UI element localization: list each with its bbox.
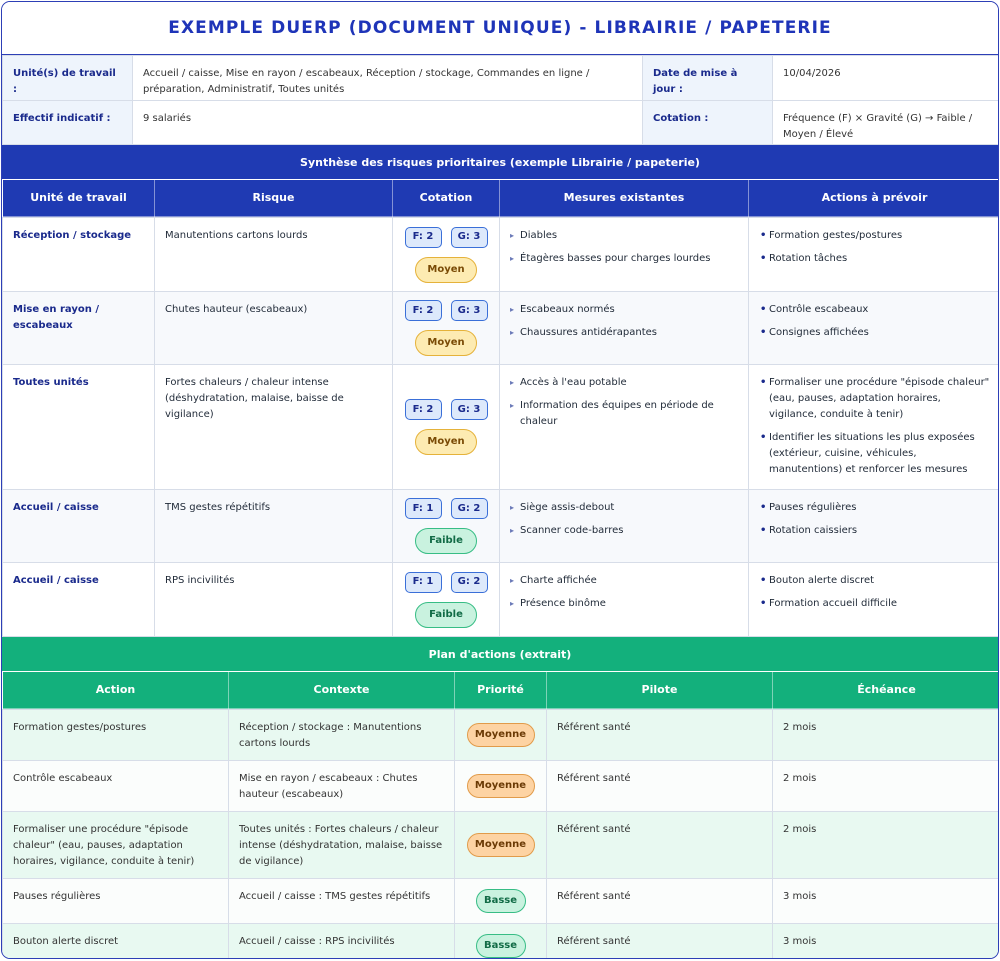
plan-priorite: [455, 761, 547, 812]
frequency-chip: F: 2: [405, 300, 442, 321]
cotation-chips: [393, 498, 499, 519]
date-value: 10/04/2026: [773, 56, 1000, 101]
plan-contexte: Accueil / caisse : TMS gestes répétitifs: [229, 879, 455, 924]
risk-name: Fortes chaleurs / chaleur intense (déshydratation, malaise, baisse de vigilance): [155, 365, 393, 490]
mesure-item: ▸ Charte affichée: [510, 573, 738, 589]
document-title: EXEMPLE DUERP (DOCUMENT UNIQUE) - LIBRAIRIE / PAPETERIE: [2, 2, 998, 55]
action-item: • Formation accueil difficile: [759, 596, 990, 612]
plan-contexte: Accueil / caisse : RPS incivilités: [229, 924, 455, 960]
mesures-existantes: [500, 292, 749, 365]
mesure-item: ▸ Chaussures antidérapantes: [510, 325, 738, 341]
action-item: • Consignes affichées: [759, 325, 990, 341]
action-item: • Pauses régulières: [759, 500, 990, 516]
priority-badge: Moyenne: [467, 774, 535, 798]
unites-value: Accueil / caisse, Mise en rayon / escabeaux, Réception / stockage, Commandes en ligne / préparation, Administratif, Toutes unités: [133, 56, 643, 101]
mesures-existantes: [500, 218, 749, 292]
synthese-header: [2, 179, 999, 217]
effectif-label: Effectif indicatif :: [3, 101, 133, 145]
frequency-chip: F: 1: [405, 572, 442, 593]
cotation-label: Cotation :: [643, 101, 773, 145]
actions-a-prevoir: [749, 563, 1000, 637]
plan-pilote: Référent santé: [547, 812, 773, 879]
actions-a-prevoir: [749, 218, 1000, 292]
action-item: • Bouton alerte discret: [759, 573, 990, 589]
risk-cotation: [393, 365, 500, 490]
risk-level-badge: Moyen: [415, 429, 477, 455]
plan-action: Formation gestes/postures: [3, 710, 229, 761]
cotation-chips: [393, 572, 499, 593]
risk-unit: Réception / stockage: [3, 218, 155, 292]
plan-action: Contrôle escabeaux: [3, 761, 229, 812]
gravity-chip: G: 2: [451, 572, 488, 593]
mesure-item: ▸ Étagères basses pour charges lourdes: [510, 251, 738, 267]
action-item: • Contrôle escabeaux: [759, 302, 990, 318]
frequency-chip: F: 2: [405, 227, 442, 248]
plan-echeance: 3 mois: [773, 879, 1000, 924]
actions-list: [759, 228, 990, 267]
synthese-title: Synthèse des risques prioritaires (exemple Librairie / papeterie): [2, 145, 998, 179]
duerp-document: [1, 1, 999, 959]
risk-level-badge: Moyen: [415, 330, 477, 356]
synthese-header-risk: Risque: [155, 180, 393, 217]
mesure-item: ▸ Présence binôme: [510, 596, 738, 612]
risk-name: TMS gestes répétitifs: [155, 490, 393, 563]
synthese-header-actions: Actions à prévoir: [749, 180, 1000, 217]
mesures-list: [510, 302, 738, 341]
risk-cotation: [393, 563, 500, 637]
risk-unit: Accueil / caisse: [3, 490, 155, 563]
plan-row: [3, 924, 1000, 960]
plan-pilote: Référent santé: [547, 710, 773, 761]
risk-unit: Accueil / caisse: [3, 563, 155, 637]
plan-contexte: Mise en rayon / escabeaux : Chutes hauteur (escabeaux): [229, 761, 455, 812]
mesures-existantes: [500, 490, 749, 563]
action-item: • Identifier les situations les plus exposées (extérieur, cuisine, véhicules, manutentions) et renforcer les mesures: [759, 430, 990, 478]
plan-priorite: [455, 924, 547, 960]
risk-row: [3, 218, 1000, 292]
plan-echeance: 2 mois: [773, 710, 1000, 761]
plan-echeance: 2 mois: [773, 761, 1000, 812]
action-item: • Rotation caissiers: [759, 523, 990, 539]
plan-priorite: [455, 710, 547, 761]
plan-row: [3, 879, 1000, 924]
plan-action: Bouton alerte discret: [3, 924, 229, 960]
risk-level-badge: Moyen: [415, 257, 477, 283]
actions-list: [759, 375, 990, 478]
priority-badge: Moyenne: [467, 723, 535, 747]
frequency-chip: F: 2: [405, 399, 442, 420]
risk-row: [3, 563, 1000, 637]
plan-priorite: [455, 812, 547, 879]
plan-contexte: Réception / stockage : Manutentions cartons lourds: [229, 710, 455, 761]
plan-echeance: 3 mois: [773, 924, 1000, 960]
actions-list: [759, 500, 990, 539]
synthese-header-unit: Unité de travail: [3, 180, 155, 217]
risk-name: Manutentions cartons lourds: [155, 218, 393, 292]
frequency-chip: F: 1: [405, 498, 442, 519]
mesure-item: ▸ Diables: [510, 228, 738, 244]
info-table: [2, 55, 999, 145]
gravity-chip: G: 3: [451, 300, 488, 321]
plan-contexte: Toutes unités : Fortes chaleurs / chaleur intense (déshydratation, malaise, baisse de vigilance): [229, 812, 455, 879]
cotation-chips: [393, 399, 499, 420]
synthese-header-mesures: Mesures existantes: [500, 180, 749, 217]
risk-row: [3, 490, 1000, 563]
priority-badge: Basse: [476, 889, 526, 913]
risk-cotation: [393, 292, 500, 365]
plan-action: Pauses régulières: [3, 879, 229, 924]
risk-name: Chutes hauteur (escabeaux): [155, 292, 393, 365]
synthese-table: [2, 217, 999, 637]
risk-row: [3, 292, 1000, 365]
mesure-item: ▸ Siège assis-debout: [510, 500, 738, 516]
actions-list: [759, 302, 990, 341]
actions-a-prevoir: [749, 292, 1000, 365]
risk-unit: Toutes unités: [3, 365, 155, 490]
date-label: Date de mise à jour :: [643, 56, 773, 101]
mesures-list: [510, 375, 738, 430]
plan-header-pilote: Pilote: [547, 672, 773, 709]
actions-a-prevoir: [749, 365, 1000, 490]
mesures-existantes: [500, 365, 749, 490]
priority-badge: Moyenne: [467, 833, 535, 857]
cotation-chips: [393, 300, 499, 321]
mesures-existantes: [500, 563, 749, 637]
plan-table: [2, 709, 999, 959]
unites-label: Unité(s) de travail :: [3, 56, 133, 101]
plan-pilote: Référent santé: [547, 879, 773, 924]
plan-header-contexte: Contexte: [229, 672, 455, 709]
actions-list: [759, 573, 990, 612]
risk-unit: Mise en rayon / escabeaux: [3, 292, 155, 365]
risk-level-badge: Faible: [415, 528, 477, 554]
mesures-list: [510, 228, 738, 267]
mesure-item: ▸ Scanner code-barres: [510, 523, 738, 539]
mesures-list: [510, 500, 738, 539]
cotation-value: Fréquence (F) × Gravité (G) → Faible / Moyen / Élevé: [773, 101, 1000, 145]
plan-header: [2, 671, 999, 709]
mesure-item: ▸ Information des équipes en période de chaleur: [510, 398, 738, 430]
effectif-value: 9 salariés: [133, 101, 643, 145]
actions-a-prevoir: [749, 490, 1000, 563]
synthese-header-cotation: Cotation: [393, 180, 500, 217]
risk-cotation: [393, 218, 500, 292]
risk-name: RPS incivilités: [155, 563, 393, 637]
plan-pilote: Référent santé: [547, 924, 773, 960]
plan-row: [3, 710, 1000, 761]
plan-pilote: Référent santé: [547, 761, 773, 812]
priority-badge: Basse: [476, 934, 526, 958]
action-item: • Formation gestes/postures: [759, 228, 990, 244]
mesures-list: [510, 573, 738, 612]
mesure-item: ▸ Escabeaux normés: [510, 302, 738, 318]
cotation-chips: [393, 227, 499, 248]
plan-row: [3, 812, 1000, 879]
plan-header-action: Action: [3, 672, 229, 709]
plan-title: Plan d'actions (extrait): [2, 637, 998, 671]
plan-action: Formaliser une procédure "épisode chaleur" (eau, pauses, adaptation horaires, vigilance, conduite à tenir): [3, 812, 229, 879]
plan-echeance: 2 mois: [773, 812, 1000, 879]
risk-cotation: [393, 490, 500, 563]
plan-header-echeance: Échéance: [773, 672, 1000, 709]
mesure-item: ▸ Accès à l'eau potable: [510, 375, 738, 391]
gravity-chip: G: 3: [451, 227, 488, 248]
risk-row: [3, 365, 1000, 490]
gravity-chip: G: 3: [451, 399, 488, 420]
gravity-chip: G: 2: [451, 498, 488, 519]
plan-header-priorite: Priorité: [455, 672, 547, 709]
action-item: • Rotation tâches: [759, 251, 990, 267]
action-item: • Formaliser une procédure "épisode chaleur" (eau, pauses, adaptation horaires, vigilance, conduite à tenir): [759, 375, 990, 423]
plan-row: [3, 761, 1000, 812]
risk-level-badge: Faible: [415, 602, 477, 628]
plan-priorite: [455, 879, 547, 924]
